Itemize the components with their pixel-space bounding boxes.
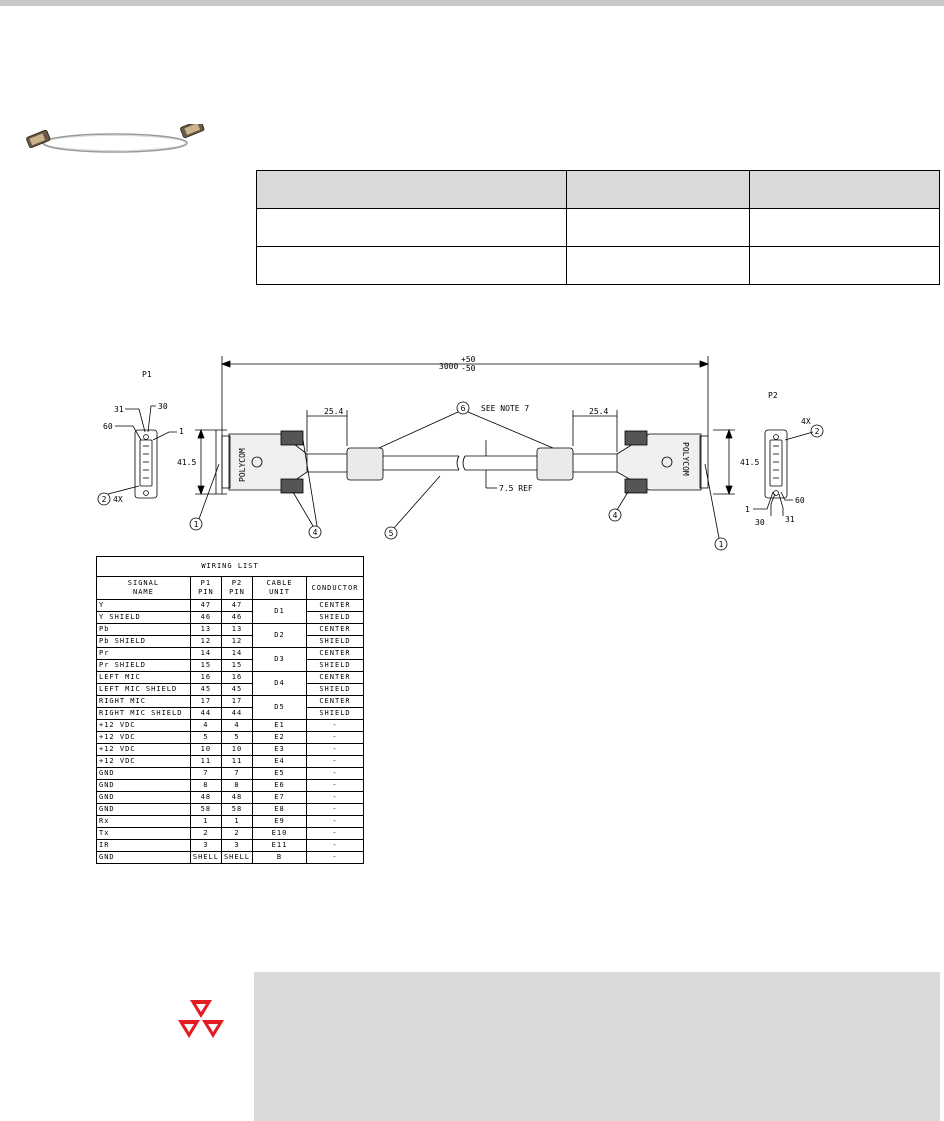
table-row: GND 7 7 E5 - xyxy=(97,768,364,780)
spec-cell xyxy=(750,247,940,285)
note-box xyxy=(254,972,940,1121)
callout-5: 5 xyxy=(388,529,394,538)
see-note: SEE NOTE 7 xyxy=(481,404,530,413)
table-row: GND 58 58 E8 - xyxy=(97,804,364,816)
table-row: Pr SHIELD 15 15 SHIELD xyxy=(97,660,364,672)
spec-cell xyxy=(750,209,940,247)
table-row: LEFT MIC SHIELD 45 45 SHIELD xyxy=(97,684,364,696)
dim-tol-plus: +50 xyxy=(461,355,476,364)
wiring-list-table xyxy=(96,556,364,864)
table-row: +12 VDC 10 10 E3 - xyxy=(97,744,364,756)
dim-length: 3000 xyxy=(439,362,459,371)
spec-cell xyxy=(566,171,750,209)
dim-offset-left: 25.4 xyxy=(324,407,344,416)
count-right: 4X xyxy=(801,417,811,426)
brand-text-left: POLYCOM xyxy=(238,448,247,482)
pin-1-left: 1 xyxy=(179,427,184,436)
callout-1-right: 1 xyxy=(718,540,724,549)
spec-table-row xyxy=(257,209,940,247)
table-row: Rx 1 1 E9 - xyxy=(97,816,364,828)
spec-cell xyxy=(566,247,750,285)
spec-cell xyxy=(257,209,567,247)
table-row: +12 VDC 5 5 E2 - xyxy=(97,732,364,744)
table-row: LEFT MIC 16 16 D4 CENTER xyxy=(97,672,364,684)
callout-2-left: 2 xyxy=(101,495,107,504)
header-cable-unit: CABLE UNIT xyxy=(253,577,307,600)
label-p2: P2 xyxy=(768,391,778,400)
pin-60-right: 60 xyxy=(795,496,805,505)
dim-tol-minus: -50 xyxy=(461,364,476,373)
spec-cell xyxy=(750,171,940,209)
table-row: RIGHT MIC SHIELD 44 44 SHIELD xyxy=(97,708,364,720)
spec-table xyxy=(256,170,940,285)
brand-text-right: POLYCOM xyxy=(681,442,690,476)
table-row: Tx 2 2 E10 - xyxy=(97,828,364,840)
table-row: Pb SHIELD 12 12 SHIELD xyxy=(97,636,364,648)
table-row: Pr 14 14 D3 CENTER xyxy=(97,648,364,660)
table-row: Y SHIELD 46 46 SHIELD xyxy=(97,612,364,624)
table-row: +12 VDC 4 4 E1 - xyxy=(97,720,364,732)
table-row: IR 3 3 E11 - xyxy=(97,840,364,852)
table-row: GND 48 48 E7 - xyxy=(97,792,364,804)
pin-30-right: 30 xyxy=(755,518,765,527)
dim-cable-ref: 7.5 REF xyxy=(499,484,533,493)
callout-1-left: 1 xyxy=(193,520,199,529)
spec-table-row xyxy=(257,247,940,285)
count-left: 4X xyxy=(113,495,123,504)
table-row: +12 VDC 11 11 E4 - xyxy=(97,756,364,768)
polycom-logo-icon xyxy=(172,998,230,1052)
pin-31-left: 31 xyxy=(114,405,124,414)
callout-4-right: 4 xyxy=(612,511,618,520)
callout-2-right: 2 xyxy=(814,427,820,436)
dim-height-right: 41.5 xyxy=(740,458,760,467)
callout-4-left: 4 xyxy=(312,528,318,537)
top-rule xyxy=(0,0,944,6)
header-signal-name: SIGNAL NAME xyxy=(97,577,191,600)
spec-cell xyxy=(566,209,750,247)
dim-height-left: 41.5 xyxy=(177,458,197,467)
pin-1-right: 1 xyxy=(745,505,750,514)
cable-assembly-drawing xyxy=(95,344,850,558)
callout-6: 6 xyxy=(460,404,466,413)
pin-31-right: 31 xyxy=(785,515,795,524)
pin-60-left: 60 xyxy=(103,422,113,431)
table-row: Y 47 47 D1 CENTER xyxy=(97,600,364,612)
header-p2-pin: P2 PIN xyxy=(221,577,252,600)
spec-cell xyxy=(257,171,567,209)
cable-thumbnail-image xyxy=(22,124,208,158)
table-row: Pb 13 13 D2 CENTER xyxy=(97,624,364,636)
dim-offset-right: 25.4 xyxy=(589,407,609,416)
header-p1-pin: P1 PIN xyxy=(190,577,221,600)
pin-30-left: 30 xyxy=(158,402,168,411)
header-conductor: CONDUCTOR xyxy=(306,577,363,600)
table-row: RIGHT MIC 17 17 D5 CENTER xyxy=(97,696,364,708)
table-row: GND SHELL SHELL B - xyxy=(97,852,364,864)
spec-cell xyxy=(257,247,567,285)
spec-table-header-row xyxy=(257,171,940,209)
table-row: GND 8 8 E6 - xyxy=(97,780,364,792)
wiring-list-title: WIRING LIST xyxy=(97,557,364,577)
label-p1: P1 xyxy=(142,370,152,379)
